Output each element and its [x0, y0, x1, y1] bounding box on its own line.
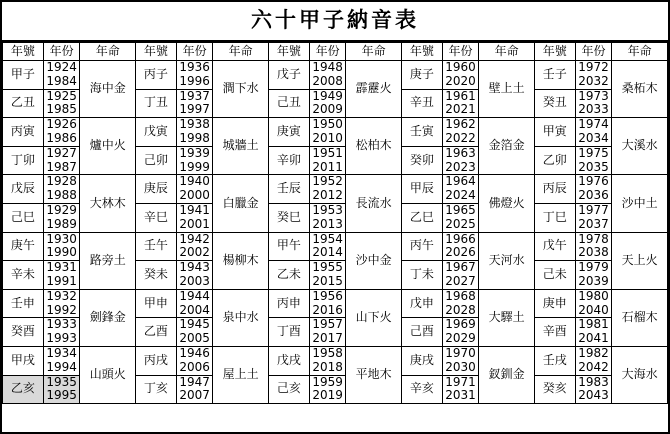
ganzhi-cell: 丁酉 — [268, 318, 309, 347]
naiyin-cell: 沙中金 — [346, 232, 402, 289]
year-cell — [309, 146, 346, 175]
year-value: 1932 — [46, 288, 77, 303]
year-value: 1943 — [179, 260, 210, 275]
ganzhi-cell: 庚辰 — [135, 175, 176, 204]
year-value: 1957 — [312, 317, 343, 332]
ganzhi-cell: 丙午 — [401, 232, 442, 261]
ganzhi-cell: 己卯 — [135, 146, 176, 175]
ganzhi-cell: 辛酉 — [534, 318, 575, 347]
year-cell — [176, 318, 213, 347]
ganzhi-cell: 壬申 — [3, 289, 44, 318]
ganzhi-cell: 辛未 — [3, 261, 44, 290]
year-value: 2007 — [179, 388, 210, 403]
year-cell — [309, 261, 346, 290]
ganzhi-cell: 辛巳 — [135, 203, 176, 232]
year-value: 1927 — [46, 145, 77, 160]
year-value: 1967 — [445, 260, 476, 275]
header-year-col4: 年份 — [442, 43, 479, 61]
year-cell — [43, 89, 80, 118]
year-value: 1992 — [46, 302, 77, 317]
naiyin-cell: 長流水 — [346, 175, 402, 232]
year-value: 2002 — [179, 245, 210, 260]
ganzhi-cell: 甲寅 — [534, 118, 575, 147]
year-value: 1931 — [46, 260, 77, 275]
year-cell — [442, 61, 479, 90]
year-cell — [43, 346, 80, 375]
ganzhi-cell: 乙亥 — [3, 375, 44, 404]
year-value: 1973 — [578, 88, 609, 103]
year-cell — [575, 89, 612, 118]
year-cell — [442, 89, 479, 118]
year-value: 1925 — [46, 88, 77, 103]
year-value: 2009 — [312, 102, 343, 117]
header-ganzhi-col2: 年號 — [135, 43, 176, 61]
year-cell — [575, 118, 612, 147]
year-value: 2040 — [578, 302, 609, 317]
ganzhi-cell: 癸巳 — [268, 203, 309, 232]
year-value: 1934 — [46, 345, 77, 360]
year-value: 1987 — [46, 159, 77, 174]
naiyin-cell: 大驛土 — [479, 289, 535, 346]
header-ganzhi-col5: 年號 — [534, 43, 575, 61]
year-cell — [309, 289, 346, 318]
ganzhi-cell: 乙未 — [268, 261, 309, 290]
year-value: 1947 — [179, 374, 210, 389]
table-row — [3, 118, 668, 147]
year-value: 2003 — [179, 273, 210, 288]
year-cell — [442, 232, 479, 261]
year-value: 1928 — [46, 174, 77, 189]
year-value: 2026 — [445, 245, 476, 260]
year-value: 1991 — [46, 273, 77, 288]
naiyin-cell: 大海水 — [612, 346, 668, 403]
year-value: 1963 — [445, 145, 476, 160]
naiyin-cell: 劍鋒金 — [80, 289, 136, 346]
year-value: 2022 — [445, 130, 476, 145]
ganzhi-cell: 己酉 — [401, 318, 442, 347]
year-value: 1926 — [46, 117, 77, 132]
year-cell — [43, 175, 80, 204]
year-cell — [176, 232, 213, 261]
naiyin-cell: 泉中水 — [213, 289, 269, 346]
year-value: 2042 — [578, 359, 609, 374]
year-cell — [442, 289, 479, 318]
year-cell — [176, 289, 213, 318]
year-value: 1941 — [179, 202, 210, 217]
year-value: 1937 — [179, 88, 210, 103]
year-value: 1979 — [578, 260, 609, 275]
naiyin-cell: 大林木 — [80, 175, 136, 232]
naiyin-cell: 佛燈火 — [479, 175, 535, 232]
year-cell — [176, 346, 213, 375]
year-value: 1986 — [46, 130, 77, 145]
year-value: 2000 — [179, 188, 210, 203]
year-cell — [442, 261, 479, 290]
table-row — [3, 175, 668, 204]
year-value: 1933 — [46, 317, 77, 332]
year-value: 1929 — [46, 202, 77, 217]
year-cell — [442, 175, 479, 204]
header-naiyin-col5: 年命 — [612, 43, 668, 61]
header-naiyin-col2: 年命 — [213, 43, 269, 61]
year-cell — [43, 261, 80, 290]
ganzhi-cell: 丁卯 — [3, 146, 44, 175]
year-value: 2017 — [312, 331, 343, 346]
year-value: 1969 — [445, 317, 476, 332]
year-value: 2010 — [312, 130, 343, 145]
year-value: 2020 — [445, 73, 476, 88]
naiyin-cell: 天河水 — [479, 232, 535, 289]
year-cell — [176, 146, 213, 175]
year-cell — [442, 146, 479, 175]
year-value: 2038 — [578, 245, 609, 260]
year-value: 1942 — [179, 231, 210, 246]
year-value: 1962 — [445, 117, 476, 132]
table-row — [3, 61, 668, 90]
year-value: 1976 — [578, 174, 609, 189]
naiyin-cell: 沙中土 — [612, 175, 668, 232]
naiyin-cell: 城牆土 — [213, 118, 269, 175]
ganzhi-cell: 丙申 — [268, 289, 309, 318]
year-value: 2043 — [578, 388, 609, 403]
year-value: 1997 — [179, 102, 210, 117]
year-value: 1985 — [46, 102, 77, 117]
year-value: 2037 — [578, 216, 609, 231]
header-naiyin-col4: 年命 — [479, 43, 535, 61]
ganzhi-cell: 戊申 — [401, 289, 442, 318]
year-value: 2024 — [445, 188, 476, 203]
ganzhi-cell: 癸未 — [135, 261, 176, 290]
table-row — [3, 232, 668, 261]
year-value: 1940 — [179, 174, 210, 189]
ganzhi-cell: 己亥 — [268, 375, 309, 404]
year-value: 2039 — [578, 273, 609, 288]
ganzhi-cell: 辛卯 — [268, 146, 309, 175]
naiyin-cell: 天上火 — [612, 232, 668, 289]
ganzhi-cell: 丁未 — [401, 261, 442, 290]
ganzhi-cell: 乙卯 — [534, 146, 575, 175]
year-value: 2030 — [445, 359, 476, 374]
year-cell — [43, 289, 80, 318]
year-cell — [43, 61, 80, 90]
year-value: 1961 — [445, 88, 476, 103]
year-cell — [309, 232, 346, 261]
year-cell — [309, 89, 346, 118]
year-value: 1964 — [445, 174, 476, 189]
year-value: 2006 — [179, 359, 210, 374]
year-value: 1958 — [312, 345, 343, 360]
ganzhi-cell: 戊子 — [268, 61, 309, 90]
naiyin-cell: 海中金 — [80, 61, 136, 118]
year-value: 1983 — [578, 374, 609, 389]
year-value: 1989 — [46, 216, 77, 231]
year-value: 2041 — [578, 331, 609, 346]
year-value: 1959 — [312, 374, 343, 389]
naiyin-cell: 桑柘木 — [612, 61, 668, 118]
year-value: 1996 — [179, 73, 210, 88]
year-cell — [43, 375, 80, 404]
header-naiyin-col3: 年命 — [346, 43, 402, 61]
year-cell — [43, 318, 80, 347]
table-row — [3, 346, 668, 375]
year-cell — [176, 89, 213, 118]
year-cell — [176, 175, 213, 204]
year-cell — [309, 203, 346, 232]
ganzhi-cell: 甲戌 — [3, 346, 44, 375]
ganzhi-cell: 戊辰 — [3, 175, 44, 204]
ganzhi-cell: 丙寅 — [3, 118, 44, 147]
year-value: 1981 — [578, 317, 609, 332]
year-cell — [442, 318, 479, 347]
year-value: 2029 — [445, 331, 476, 346]
year-value: 2013 — [312, 216, 343, 231]
year-value: 1965 — [445, 202, 476, 217]
year-value: 2035 — [578, 159, 609, 174]
ganzhi-cell: 甲子 — [3, 61, 44, 90]
year-value: 1944 — [179, 288, 210, 303]
year-value: 1984 — [46, 73, 77, 88]
title-wrap — [2, 2, 668, 42]
ganzhi-cell: 丁丑 — [135, 89, 176, 118]
header-year-col3: 年份 — [309, 43, 346, 61]
ganzhi-cell: 丁巳 — [534, 203, 575, 232]
naiyin-cell: 松柏木 — [346, 118, 402, 175]
year-cell — [176, 261, 213, 290]
year-value: 1949 — [312, 88, 343, 103]
year-cell — [575, 346, 612, 375]
year-cell — [575, 232, 612, 261]
ganzhi-cell: 壬午 — [135, 232, 176, 261]
year-cell — [309, 118, 346, 147]
ganzhi-cell: 丙戌 — [135, 346, 176, 375]
year-value: 2008 — [312, 73, 343, 88]
year-cell — [309, 61, 346, 90]
naiyin-cell: 屋上土 — [213, 346, 269, 403]
ganzhi-cell: 丁亥 — [135, 375, 176, 404]
year-value: 1971 — [445, 374, 476, 389]
year-value: 2036 — [578, 188, 609, 203]
year-value: 1953 — [312, 202, 343, 217]
ganzhi-cell: 庚寅 — [268, 118, 309, 147]
naiyin-cell: 金箔金 — [479, 118, 535, 175]
year-value: 2011 — [312, 159, 343, 174]
year-value: 2005 — [179, 331, 210, 346]
year-cell — [309, 318, 346, 347]
year-value: 1972 — [578, 60, 609, 74]
year-cell — [575, 261, 612, 290]
ganzhi-cell: 癸酉 — [3, 318, 44, 347]
header-year-col5: 年份 — [575, 43, 612, 61]
year-value: 2021 — [445, 102, 476, 117]
ganzhi-cell: 辛丑 — [401, 89, 442, 118]
ganzhi-cell: 癸卯 — [401, 146, 442, 175]
year-cell — [575, 203, 612, 232]
year-cell — [309, 175, 346, 204]
naiyin-cell: 石榴木 — [612, 289, 668, 346]
header-ganzhi-col4: 年號 — [401, 43, 442, 61]
naiyin-cell: 澗下水 — [213, 61, 269, 118]
naiyin-cell: 釵釧金 — [479, 346, 535, 403]
year-value: 2014 — [312, 245, 343, 260]
year-cell — [176, 203, 213, 232]
header-ganzhi-col3: 年號 — [268, 43, 309, 61]
ganzhi-cell: 乙丑 — [3, 89, 44, 118]
year-value: 2031 — [445, 388, 476, 403]
ganzhi-cell: 庚午 — [3, 232, 44, 261]
year-cell — [43, 118, 80, 147]
year-value: 1975 — [578, 145, 609, 160]
year-cell — [176, 118, 213, 147]
ganzhi-cell: 壬戌 — [534, 346, 575, 375]
year-cell — [575, 375, 612, 404]
year-value: 2025 — [445, 216, 476, 231]
year-value: 2004 — [179, 302, 210, 317]
year-value: 1970 — [445, 345, 476, 360]
naiyin-cell: 楊柳木 — [213, 232, 269, 289]
year-value: 1977 — [578, 202, 609, 217]
header-naiyin-col1: 年命 — [80, 43, 136, 61]
year-value: 2018 — [312, 359, 343, 374]
year-value: 1951 — [312, 145, 343, 160]
table-row — [3, 289, 668, 318]
ganzhi-cell: 甲辰 — [401, 175, 442, 204]
year-value: 1966 — [445, 231, 476, 246]
header-ganzhi-col1: 年號 — [3, 43, 44, 61]
naiyin-cell: 白臘金 — [213, 175, 269, 232]
year-cell — [43, 203, 80, 232]
year-value: 2023 — [445, 159, 476, 174]
year-value: 2027 — [445, 273, 476, 288]
naiyin-cell: 大溪水 — [612, 118, 668, 175]
ganzhi-cell: 庚子 — [401, 61, 442, 90]
naiyin-cell: 壁上土 — [479, 61, 535, 118]
year-value: 1988 — [46, 188, 77, 203]
ganzhi-cell: 丙辰 — [534, 175, 575, 204]
naiyin-cell: 霹靂火 — [346, 61, 402, 118]
naiyin-cell: 平地木 — [346, 346, 402, 403]
ganzhi-cell: 甲申 — [135, 289, 176, 318]
year-value: 1974 — [578, 117, 609, 132]
ganzhi-cell: 戊寅 — [135, 118, 176, 147]
naiyin-cell: 山下火 — [346, 289, 402, 346]
ganzhi-cell: 癸丑 — [534, 89, 575, 118]
year-value: 2028 — [445, 302, 476, 317]
year-value: 1950 — [312, 117, 343, 132]
year-value: 1999 — [179, 159, 210, 174]
year-value: 1995 — [46, 388, 77, 403]
table-header-row — [3, 43, 668, 61]
ganzhi-cell: 癸亥 — [534, 375, 575, 404]
year-value: 1938 — [179, 117, 210, 132]
year-cell — [575, 318, 612, 347]
ganzhi-cell: 庚戌 — [401, 346, 442, 375]
year-value: 1990 — [46, 245, 77, 260]
year-cell — [309, 346, 346, 375]
naiyin-cell: 山頭火 — [80, 346, 136, 403]
year-value: 1978 — [578, 231, 609, 246]
header-year-col1: 年份 — [43, 43, 80, 61]
year-cell — [43, 232, 80, 261]
year-cell — [176, 61, 213, 90]
ganzhi-cell: 壬辰 — [268, 175, 309, 204]
ganzhi-cell: 乙酉 — [135, 318, 176, 347]
year-value: 1994 — [46, 359, 77, 374]
year-value: 2034 — [578, 130, 609, 145]
naiyin-cell: 爐中火 — [80, 118, 136, 175]
ganzhi-cell: 丙子 — [135, 61, 176, 90]
year-cell — [575, 175, 612, 204]
ganzhi-cell: 己巳 — [3, 203, 44, 232]
year-value: 1998 — [179, 130, 210, 145]
year-cell — [442, 346, 479, 375]
year-value: 1930 — [46, 231, 77, 246]
year-value: 1954 — [312, 231, 343, 246]
year-value: 1945 — [179, 317, 210, 332]
ganzhi-cell: 壬子 — [534, 61, 575, 90]
ganzhi-cell: 庚申 — [534, 289, 575, 318]
year-value: 1955 — [312, 260, 343, 275]
header-year-col2: 年份 — [176, 43, 213, 61]
year-cell — [575, 146, 612, 175]
year-cell — [442, 375, 479, 404]
ganzhi-cell: 己未 — [534, 261, 575, 290]
page-title: 六十甲子納音表 — [251, 8, 419, 32]
year-value: 1960 — [445, 60, 476, 74]
ganzhi-cell: 己丑 — [268, 89, 309, 118]
ganzhi-cell: 辛亥 — [401, 375, 442, 404]
year-value: 1935 — [46, 374, 77, 389]
year-value: 2015 — [312, 273, 343, 288]
year-cell — [442, 203, 479, 232]
year-value: 2012 — [312, 188, 343, 203]
year-cell — [575, 289, 612, 318]
year-cell — [43, 146, 80, 175]
year-value: 1952 — [312, 174, 343, 189]
year-cell — [442, 118, 479, 147]
naiyin-cell: 路旁土 — [80, 232, 136, 289]
year-value: 1924 — [46, 60, 77, 74]
ganzhi-cell: 甲午 — [268, 232, 309, 261]
year-value: 2032 — [578, 73, 609, 88]
ganzhi-cell: 乙巳 — [401, 203, 442, 232]
year-value: 1948 — [312, 60, 343, 74]
ganzhi-cell: 戊午 — [534, 232, 575, 261]
year-value: 1956 — [312, 288, 343, 303]
year-value: 1939 — [179, 145, 210, 160]
year-value: 2001 — [179, 216, 210, 231]
year-cell — [575, 61, 612, 90]
year-value: 1946 — [179, 345, 210, 360]
year-value: 2016 — [312, 302, 343, 317]
year-value: 2019 — [312, 388, 343, 403]
ganzhi-cell: 壬寅 — [401, 118, 442, 147]
year-value: 2033 — [578, 102, 609, 117]
year-value: 1968 — [445, 288, 476, 303]
year-value: 1982 — [578, 345, 609, 360]
year-value: 1936 — [179, 60, 210, 74]
year-cell — [176, 375, 213, 404]
year-cell — [309, 375, 346, 404]
year-value: 1980 — [578, 288, 609, 303]
ganzhi-cell: 戊戌 — [268, 346, 309, 375]
year-value: 1993 — [46, 331, 77, 346]
naiyin-table — [2, 42, 668, 404]
